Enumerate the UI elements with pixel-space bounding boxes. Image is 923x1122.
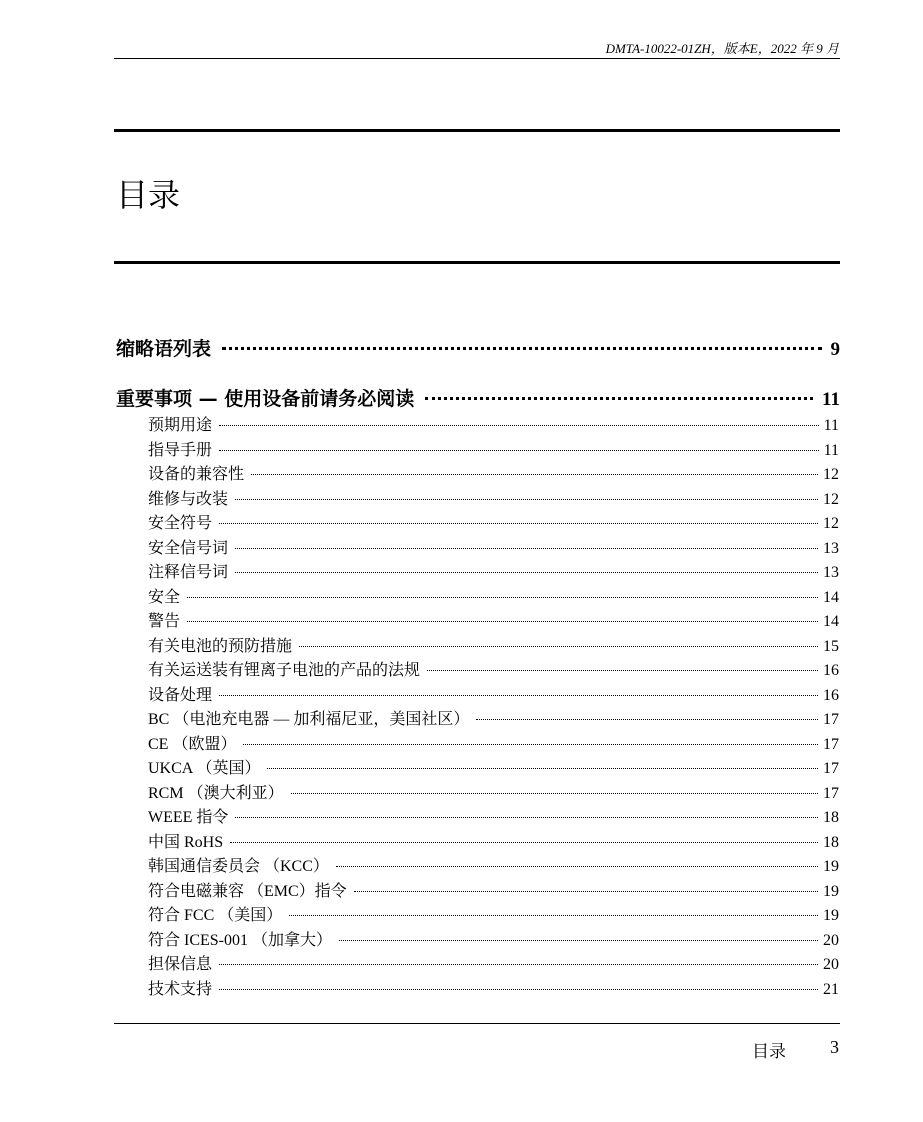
toc-entry-label: 担保信息 [148,956,213,973]
toc-section-entry[interactable] [148,685,839,707]
dot-leader [267,768,818,769]
toc-section-entry[interactable] [148,905,839,927]
toc-page-number: 11 [823,441,839,459]
toc-chapter-important-information[interactable] [116,386,840,412]
toc-page-number: 20 [823,956,839,973]
dot-leader [235,572,818,573]
toc-page-number: 11 [822,389,840,410]
toc-entry-label: 技术支持 [148,980,213,998]
toc-page-number: 12 [823,490,839,508]
toc-entry-label: 有关运送装有锂离子电池的产品的法规 [148,662,421,679]
toc-section-entry[interactable] [148,660,839,682]
dot-leader [427,670,818,671]
dot-leader [219,523,818,524]
toc-entry-label: 有关电池的预防措施 [148,637,293,655]
toc-section-entry[interactable] [148,881,839,903]
toc-entry-label: 缩略语列表 [116,338,212,360]
toc-section-entry[interactable] [148,587,839,609]
dot-leader [243,744,818,745]
dot-leader [187,597,818,598]
toc-page-number: 16 [823,686,839,704]
toc-entry-label: UKCA （英国） [148,760,261,777]
toc-entry-label: 中国 RoHS [148,833,224,851]
dot-leader [222,347,821,350]
toc-section-entry[interactable] [148,783,839,805]
dot-leader [235,548,818,549]
dot-leader [251,474,818,475]
toc-chapter-abbreviations[interactable] [116,336,840,362]
toc-page-number: 21 [823,980,839,998]
toc-entry-label: RCM （澳大利亚） [148,784,284,802]
dot-leader [219,989,818,990]
toc-section-entry[interactable] [148,513,839,535]
toc-page-number: 14 [823,613,839,630]
page-title: 目录 [116,176,181,214]
toc-entry-label: 注释信号词 [148,564,229,581]
toc-page-number: 14 [823,588,839,606]
toc-entry-label: 安全 [148,588,181,606]
dot-leader [354,891,818,892]
footer-page-number: 3 [830,1037,839,1057]
toc-entry-label: CE （欧盟） [148,735,237,753]
toc-page-number: 17 [823,784,839,802]
toc-page-number: 18 [823,833,839,851]
toc-section-entry[interactable] [148,538,839,560]
dot-leader [289,915,818,916]
toc-entry-label: BC （电池充电器 — 加利福尼亚，美国社区） [148,711,470,728]
toc-entry-label: 安全信号词 [148,539,229,557]
toc-entry-label: 指导手册 [148,441,213,459]
document-info: DMTA-10022-01ZH，版本E，2022 年 9 月 [605,41,839,56]
toc-entry-label: 符合 ICES-001 （加拿大） [148,931,333,949]
toc-section-entry[interactable] [148,979,839,1001]
dot-leader [235,817,818,818]
toc-entry-label: 警告 [148,613,181,630]
dot-leader [291,793,818,794]
toc-page-number: 9 [830,339,840,360]
toc-entry-label: 符合电磁兼容 （EMC）指令 [148,882,347,900]
toc-section-entry[interactable] [148,440,839,462]
toc-section-entry[interactable] [148,611,839,633]
toc-page-number: 19 [823,907,839,924]
toc-section-entry[interactable] [148,709,839,731]
toc-page-number: 15 [823,637,839,655]
toc-section-entry[interactable] [148,636,839,658]
toc-section-entry[interactable] [148,856,839,878]
dot-leader [476,719,818,720]
toc-section-entry[interactable] [148,489,839,511]
dot-leader [219,964,818,965]
dot-leader [219,425,819,426]
dot-leader [339,940,818,941]
dot-leader [336,866,818,867]
toc-page-number: 17 [823,711,839,728]
dot-leader [219,450,819,451]
toc-page-number: 19 [823,858,839,875]
toc-section-entry[interactable] [148,954,839,976]
toc-entry-label: 重要事项 — 使用设备前请务必阅读 [116,388,415,410]
toc-entry-label: 安全符号 [148,515,213,532]
toc-section-entry[interactable] [148,832,839,854]
toc-page-number: 20 [823,931,839,949]
footer-divider [114,1023,840,1024]
dot-leader [299,646,818,647]
toc-entry-label: 设备的兼容性 [148,466,245,483]
toc-page-number: 11 [823,417,839,434]
toc-section-entry[interactable] [148,415,839,437]
dot-leader [230,842,818,843]
toc-section-entry[interactable] [148,562,839,584]
toc-section-entry[interactable] [148,807,839,829]
dot-leader [187,621,818,622]
toc-page-number: 18 [823,809,839,826]
toc-page-number: 17 [823,760,839,777]
toc-page-number: 12 [823,515,839,532]
toc-entry-label: 预期用途 [148,417,213,434]
toc-entry-label: 维修与改装 [148,490,229,508]
toc-entry-label: 符合 FCC （美国） [148,907,283,924]
toc-page-number: 12 [823,466,839,483]
toc-page-number: 13 [823,564,839,581]
toc-page-number: 13 [823,539,839,557]
toc-page-number: 16 [823,662,839,679]
toc-section-entry[interactable] [148,758,839,780]
toc-entry-label: WEEE 指令 [148,809,229,826]
toc-entry-label: 韩国通信委员会 （KCC） [148,858,329,875]
toc-section-entry[interactable] [148,734,839,756]
toc-section-entry[interactable] [148,464,839,486]
toc-section-entry[interactable] [148,930,839,952]
toc-page-number: 19 [823,882,839,900]
dot-leader [235,499,818,500]
dot-leader [219,695,818,696]
footer-section-name: 目录 [752,1042,786,1062]
toc-page-number: 17 [823,735,839,753]
toc-entry-label: 设备处理 [148,686,213,704]
dot-leader [425,397,813,400]
